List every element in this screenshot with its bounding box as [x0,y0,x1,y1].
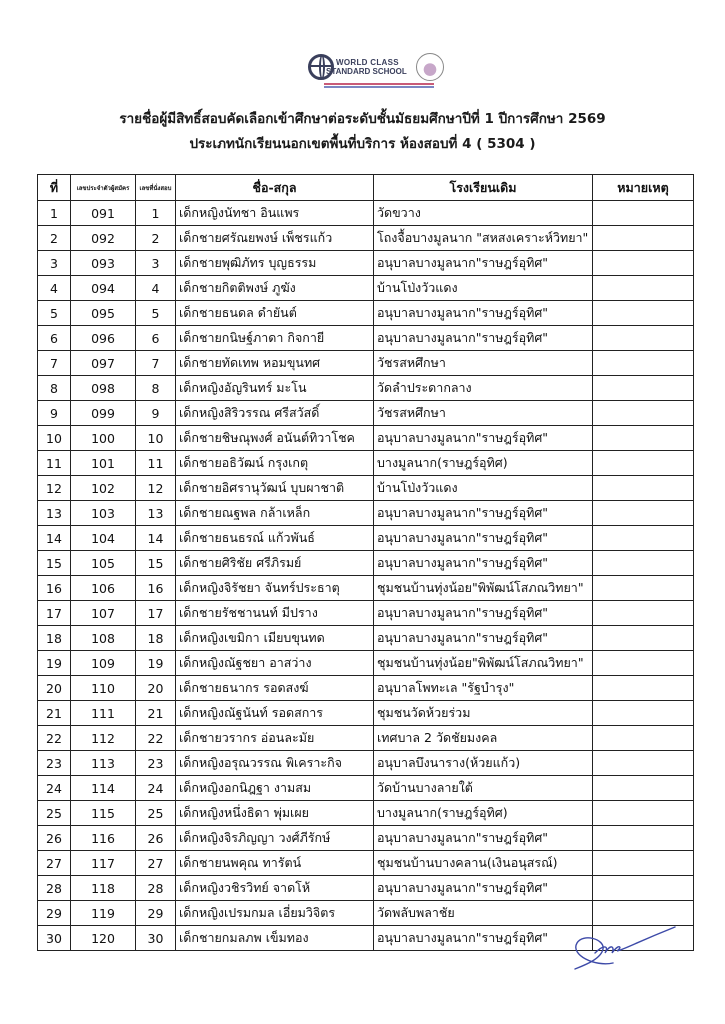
previous-school-cell: ชุมชนบ้านทุ่งน้อย"พิพัฒน์โสภณวิทยา" [374,576,593,601]
applicant-id-cell: 116 [71,826,136,851]
remarks-cell [593,226,694,251]
table-row [38,776,694,801]
seat-number-cell: 6 [136,326,176,351]
seat-number-cell: 25 [136,801,176,826]
applicant-id-cell: 112 [71,726,136,751]
student-name-cell: เด็กชายณฐพล กล้าเหล็ก [176,501,374,526]
seat-number-cell: 26 [136,826,176,851]
seat-number-cell: 24 [136,776,176,801]
table-row [38,551,694,576]
applicant-id-cell: 098 [71,376,136,401]
seat-number-cell: 5 [136,301,176,326]
student-name-cell: เด็กหญิงจิรัชยา จันทร์ประธาตุ [176,576,374,601]
remarks-cell [593,676,694,701]
student-name-cell: เด็กชายรัชชานนท์ มีปราง [176,601,374,626]
row-number-cell: 24 [38,776,71,801]
student-name-cell: เด็กชายธนากร รอดสงฆ์ [176,676,374,701]
previous-school-cell: โถงจื้อบางมูลนาก "สหสงเคราะห์วิทยา" [374,226,593,251]
remarks-cell [593,326,694,351]
seat-number-cell: 21 [136,701,176,726]
student-name-cell: เด็กหญิงหนึ่งธิดา พุ่มเผย [176,801,374,826]
previous-school-cell: อนุบาลบางมูลนาก"ราษฎร์อุทิศ" [374,551,593,576]
remarks-cell [593,501,694,526]
seat-number-cell: 28 [136,876,176,901]
table-row [38,901,694,926]
previous-school-cell: วัดลำประดากลาง [374,376,593,401]
applicant-id-cell: 099 [71,401,136,426]
previous-school-cell: บางมูลนาก(ราษฎร์อุทิศ) [374,451,593,476]
applicant-id-cell: 117 [71,851,136,876]
row-number-cell: 17 [38,601,71,626]
table-row [38,726,694,751]
logo-text-line1: WORLD CLASS [336,58,399,67]
previous-school-cell: ชุมชนวัดห้วยร่วม [374,701,593,726]
table-row [38,851,694,876]
previous-school-cell: ชุมชนบ้านทุ่งน้อย"พิพัฒน์โสภณวิทยา" [374,651,593,676]
seat-number-cell: 29 [136,901,176,926]
seat-number-cell: 16 [136,576,176,601]
logo-divider [324,86,434,88]
applicant-id-cell: 102 [71,476,136,501]
table-row [38,476,694,501]
column-header-previous-school: โรงเรียนเดิม [374,175,593,201]
table-row [38,826,694,851]
row-number-cell: 19 [38,651,71,676]
student-name-cell: เด็กหญิงเปรมกมล เอี่ยมวิจิตร [176,901,374,926]
row-number-cell: 1 [38,201,71,226]
previous-school-cell: บ้านโป่งวัวแดง [374,476,593,501]
remarks-cell [593,751,694,776]
row-number-cell: 28 [38,876,71,901]
table-row [38,451,694,476]
applicant-id-cell: 100 [71,426,136,451]
table-row [38,251,694,276]
previous-school-cell: อนุบาลบางมูลนาก"ราษฎร์อุทิศ" [374,601,593,626]
table-row [38,651,694,676]
row-number-cell: 30 [38,926,71,951]
applicant-id-cell: 120 [71,926,136,951]
table-row [38,876,694,901]
column-header-no: ที่ [38,175,71,201]
applicant-id-cell: 119 [71,901,136,926]
column-header-applicant-id: เลขประจำตัวผู้สมัคร [71,175,136,201]
student-name-cell: เด็กหญิงนัทชา อินแพร [176,201,374,226]
previous-school-cell: บ้านโป่งวัวแดง [374,276,593,301]
table-row [38,576,694,601]
seat-number-cell: 11 [136,451,176,476]
row-number-cell: 20 [38,676,71,701]
seat-number-cell: 9 [136,401,176,426]
table-row [38,351,694,376]
remarks-cell [593,276,694,301]
seat-number-cell: 15 [136,551,176,576]
row-number-cell: 10 [38,426,71,451]
applicant-id-cell: 105 [71,551,136,576]
logo-divider [324,83,434,85]
logo-text-line2: STANDARD SCHOOL [326,67,407,76]
table-row [38,601,694,626]
previous-school-cell: บางมูลนาก(ราษฎร์อุทิศ) [374,801,593,826]
seat-number-cell: 20 [136,676,176,701]
applicant-id-cell: 101 [71,451,136,476]
table-row [38,701,694,726]
row-number-cell: 11 [38,451,71,476]
student-name-cell: เด็กหญิงอัญรินทร์ มะโน [176,376,374,401]
row-number-cell: 13 [38,501,71,526]
school-seal-icon [416,53,444,81]
signature [565,925,685,970]
student-name-cell: เด็กชายพุฒิภัทร บุญธรรม [176,251,374,276]
remarks-cell [593,401,694,426]
candidate-table [37,174,694,951]
seat-number-cell: 4 [136,276,176,301]
remarks-cell [593,701,694,726]
seat-number-cell: 7 [136,351,176,376]
previous-school-cell: อนุบาลบางมูลนาก"ราษฎร์อุทิศ" [374,826,593,851]
previous-school-cell: ชุมชนบ้านบางคลาน(เงินอนุสรณ์) [374,851,593,876]
table-row [38,626,694,651]
student-name-cell: เด็กหญิงวชิรวิทย์ จาดโห้ [176,876,374,901]
previous-school-cell: อนุบาลบางมูลนาก"ราษฎร์อุทิศ" [374,526,593,551]
applicant-id-cell: 103 [71,501,136,526]
row-number-cell: 12 [38,476,71,501]
column-header-name: ชื่อ-สกุล [176,175,374,201]
applicant-id-cell: 108 [71,626,136,651]
remarks-cell [593,801,694,826]
applicant-id-cell: 113 [71,751,136,776]
seat-number-cell: 17 [136,601,176,626]
student-name-cell: เด็กหญิงอกนิฎฐา งามสม [176,776,374,801]
row-number-cell: 14 [38,526,71,551]
applicant-id-cell: 107 [71,601,136,626]
student-name-cell: เด็กหญิงณัฐนันท์ รอดสการ [176,701,374,726]
student-name-cell: เด็กชายอิศรานุวัฒน์ บุบผาชาติ [176,476,374,501]
row-number-cell: 21 [38,701,71,726]
student-name-cell: เด็กชายอธิวัฒน์ กรุงเกตุ [176,451,374,476]
table-row [38,201,694,226]
student-name-cell: เด็กชายกมลภพ เข็มทอง [176,926,374,951]
remarks-cell [593,476,694,501]
previous-school-cell: อนุบาลบางมูลนาก"ราษฎร์อุทิศ" [374,251,593,276]
previous-school-cell: วัชรสหศึกษา [374,351,593,376]
table-row [38,401,694,426]
previous-school-cell: อนุบาลบางมูลนาก"ราษฎร์อุทิศ" [374,626,593,651]
seat-number-cell: 18 [136,626,176,651]
table-row [38,526,694,551]
row-number-cell: 27 [38,851,71,876]
student-name-cell: เด็กหญิงจิรภิญญา วงศ์ภีรักษ์ [176,826,374,851]
student-name-cell: เด็กชายกิตติพงษ์ ภูฆัง [176,276,374,301]
row-number-cell: 3 [38,251,71,276]
column-header-remarks: หมายเหตุ [593,175,694,201]
student-name-cell: เด็กชายกนิษฐ์ภาดา กิจกายี [176,326,374,351]
row-number-cell: 26 [38,826,71,851]
student-name-cell: เด็กชายศิริชัย ศรีภิรมย์ [176,551,374,576]
seat-number-cell: 8 [136,376,176,401]
remarks-cell [593,726,694,751]
student-name-cell: เด็กชายธนธรณ์ แก้วพันธ์ [176,526,374,551]
previous-school-cell: อนุบาลบางมูลนาก"ราษฎร์อุทิศ" [374,326,593,351]
applicant-id-cell: 096 [71,326,136,351]
applicant-id-cell: 115 [71,801,136,826]
applicant-id-cell: 091 [71,201,136,226]
applicant-id-cell: 092 [71,226,136,251]
table-row [38,801,694,826]
applicant-id-cell: 118 [71,876,136,901]
row-number-cell: 2 [38,226,71,251]
previous-school-cell: อนุบาลบางมูลนาก"ราษฎร์อุทิศ" [374,301,593,326]
previous-school-cell: อนุบาลบางมูลนาก"ราษฎร์อุทิศ" [374,876,593,901]
remarks-cell [593,651,694,676]
row-number-cell: 9 [38,401,71,426]
table-row [38,501,694,526]
table-row [38,326,694,351]
remarks-cell [593,426,694,451]
row-number-cell: 29 [38,901,71,926]
table-row [38,276,694,301]
seat-number-cell: 23 [136,751,176,776]
seat-number-cell: 3 [136,251,176,276]
seat-number-cell: 27 [136,851,176,876]
table-row [38,426,694,451]
student-name-cell: เด็กชายนพคุณ ทารัตน์ [176,851,374,876]
table-row [38,301,694,326]
row-number-cell: 22 [38,726,71,751]
applicant-id-cell: 106 [71,576,136,601]
table-row [38,226,694,251]
student-name-cell: เด็กหญิงสิริวรรณ ศรีสวัสดิ์ [176,401,374,426]
applicant-id-cell: 095 [71,301,136,326]
remarks-cell [593,901,694,926]
remarks-cell [593,526,694,551]
previous-school-cell: อนุบาลบึงนาราง(ห้วยแก้ว) [374,751,593,776]
document-title: รายชื่อผู้มีสิทธิ์สอบคัดเลือกเข้าศึกษาต่อระดับชั้นมัธยมศึกษาปีที่ 1 ปีการศึกษา 2569 [119,111,606,127]
applicant-id-cell: 094 [71,276,136,301]
seat-number-cell: 12 [136,476,176,501]
row-number-cell: 23 [38,751,71,776]
student-name-cell: เด็กหญิงอรุณวรรณ พิเคราะกิจ [176,751,374,776]
document-subtitle: ประเภทนักเรียนนอกเขตพื้นที่บริการ ห้องสอบที่ 4 ( 5304 ) [189,136,536,152]
remarks-cell [593,826,694,851]
seat-number-cell: 14 [136,526,176,551]
previous-school-cell: เทศบาล 2 วัดชัยมงคล [374,726,593,751]
applicant-id-cell: 104 [71,526,136,551]
row-number-cell: 4 [38,276,71,301]
row-number-cell: 16 [38,576,71,601]
table-row [38,751,694,776]
row-number-cell: 15 [38,551,71,576]
seat-number-cell: 10 [136,426,176,451]
remarks-cell [593,251,694,276]
student-name-cell: เด็กชายศรัณยพงษ์ เพ็ชรแก้ว [176,226,374,251]
column-header-seat-number: เลขที่นั่งสอบ [136,175,176,201]
previous-school-cell: อนุบาลบางมูลนาก"ราษฎร์อุทิศ" [374,426,593,451]
table-header-row [38,175,694,201]
applicant-id-cell: 114 [71,776,136,801]
remarks-cell [593,576,694,601]
row-number-cell: 5 [38,301,71,326]
student-name-cell: เด็กหญิงณัฐชยา อาสว่าง [176,651,374,676]
previous-school-cell: วัดขวาง [374,201,593,226]
previous-school-cell: อนุบาลโพทะเล "รัฐบำรุง" [374,676,593,701]
remarks-cell [593,301,694,326]
remarks-cell [593,376,694,401]
remarks-cell [593,201,694,226]
remarks-cell [593,451,694,476]
table-row [38,676,694,701]
previous-school-cell: วัชรสหศึกษา [374,401,593,426]
previous-school-cell: วัดพลับพลาชัย [374,901,593,926]
seat-number-cell: 13 [136,501,176,526]
remarks-cell [593,351,694,376]
previous-school-cell: อนุบาลบางมูลนาก"ราษฎร์อุทิศ" [374,501,593,526]
school-logo [300,52,450,94]
applicant-id-cell: 093 [71,251,136,276]
previous-school-cell: อนุบาลบางมูลนาก"ราษฎร์อุทิศ" [374,926,593,951]
remarks-cell [593,851,694,876]
row-number-cell: 18 [38,626,71,651]
row-number-cell: 25 [38,801,71,826]
applicant-id-cell: 097 [71,351,136,376]
student-name-cell: เด็กชายทัดเทพ หอมขุนทศ [176,351,374,376]
remarks-cell [593,601,694,626]
remarks-cell [593,551,694,576]
applicant-id-cell: 110 [71,676,136,701]
student-name-cell: เด็กชายวรากร อ่อนละมัย [176,726,374,751]
seat-number-cell: 1 [136,201,176,226]
seat-number-cell: 30 [136,926,176,951]
seat-number-cell: 22 [136,726,176,751]
seat-number-cell: 19 [136,651,176,676]
row-number-cell: 8 [38,376,71,401]
student-name-cell: เด็กหญิงเขมิกา เมียบขุนทด [176,626,374,651]
applicant-id-cell: 109 [71,651,136,676]
remarks-cell [593,876,694,901]
row-number-cell: 6 [38,326,71,351]
applicant-id-cell: 111 [71,701,136,726]
student-name-cell: เด็กชายธนดล ดำยันต์ [176,301,374,326]
previous-school-cell: วัดบ้านบางลายใต้ [374,776,593,801]
remarks-cell [593,776,694,801]
remarks-cell [593,626,694,651]
table-row [38,376,694,401]
student-name-cell: เด็กชายชิษณุพงศ์ อนันต์ทิวาโชค [176,426,374,451]
row-number-cell: 7 [38,351,71,376]
seat-number-cell: 2 [136,226,176,251]
